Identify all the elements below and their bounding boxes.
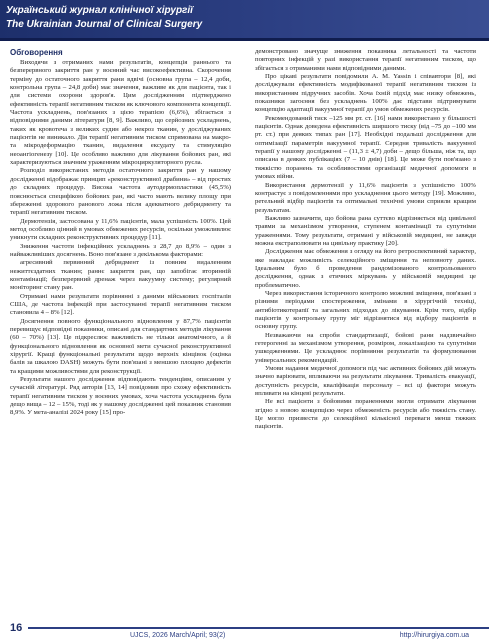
left-column xyxy=(10,48,231,608)
paragraph: Рекомендований тиск –125 мм рт. ст. [16] нами використано у більшості пацієнтів. Однак доведена ефективність ширшого тиску (від –75 до –100 мм рт. ст.) при деяких типах ран [17]. Необхідні подальші дослідження для оптимізації параметрів вакуумної терапії. Середня тривалість вакуумної терапії у нашому дослідженні – (11,3 ± 4,7) доби – дещо більша, ніж та, що описана в деяких публікаціях (7 – 10 днів) [18]. Це може бути пов'язано з тяжкістю поранень та особливостями організації медичної допомоги в умовах війни. xyxy=(255,114,476,181)
paragraph: Умови надання медичної допомоги під час активних бойових дій можуть значно варіювати, впливаючи на результати лікування. Тривалість евакуації, доступність ресурсів, кваліфікація персоналу – всі ці фактори можуть впливати на кінцеві результати. xyxy=(255,365,476,398)
paragraph: Дермотензія, застосована у 11,6% пацієнтів, мала успішність 100%. Цей метод особливо цінний в умовах обмежених ресурсів, оскільки уможливлює уникнути складних реконструктивних процедур [11]. xyxy=(10,217,231,242)
section-heading: Обговорення xyxy=(10,48,63,57)
paragraph: Виходячи з отриманих нами результатів, концепція раннього та безперервного закриття ран у воєнний час високоефективна. Скорочення терміну до остаточного закриття рани вдвічі (основна група – 12,4 доби, контрольна група – 24,8 доби) має значення, важливе як для пацієнта, так і для системи охорони здоров'я. Цим дослідженням підтверджено ефективність терапії негативним тиском як ключового компонента концепції. Частота ускладнень, пов'язаних з цією терапією (6,6%), збігається з відповідними даними літератури [8, 9]. Важливо, що серйозних ускладнень, таких як кровотеча з великих судин або некроз тканин, у досліджуваних пацієнтів не виникало. Дія терапії негативним тиском спрямована на макро- та мікродеформацію тканин, видалення ексудату та стимуляцію неоангіогенезу [10]. Це особливо важливо для лікування бойових ран, які характеризуються значним ураженням мікроциркуляторного русла. xyxy=(10,59,231,167)
journal-url[interactable]: http://hirurgiya.com.ua xyxy=(399,632,469,639)
paragraph: Про цікаві результати повідомили A. M. Yassin і співавтори [8], які досліджували ефективність модифікованої терапії негативним тиском із використанням підручних засобів. Хоча їхній підхід має низку обмежень, показники загоєння без ускладнень 100% дає підстави підтримувати концепцію адаптації вакуумної терапії до умов обмежених ресурсів. xyxy=(255,73,476,114)
journal-header xyxy=(0,0,489,41)
page-number: 16 xyxy=(10,622,23,634)
paragraph: агресивний первинний дебридмент із повним видаленням нежиттєздатних тканин; раннє закриття ран, що запобігає вторинній контамінації; безперервний дренаж через вакуумну систему; регулярний моніторинг стану ран. xyxy=(10,259,231,292)
paragraph: Незважаючи на спроби стандартизації, бойові рани надзвичайно гетерогенні за механізмом утворення, розміром, локалізацією та супутніми ушкодженнями. Це ускладнює порівняння результатів та формулювання універсальних рекомендацій. xyxy=(255,331,476,364)
paragraph: демонстровано значуще зниження показника летальності та частоти повторних інфекцій у разі використання терапії негативним тиском, що збігається з отриманими нами відповідними даними. xyxy=(255,48,476,72)
header-rule xyxy=(0,38,489,41)
journal-issue: UJCS, 2026 March/April; 93(2) xyxy=(130,632,226,639)
footer-rule xyxy=(28,627,489,629)
paragraph: Результати нашого дослідження відповідають тенденціям, описаним у сучасній літературі. Ряд авторів [13, 14] повідомив про схожу ефективність терапії негативним тиском у воєнних умовах, хоча частота ускладнень була дещо вища – 12 – 15%, тоді як у нашому дослідженні цей показник становив 8,9%. У мета-аналізі 2024 року [15] про- xyxy=(10,376,231,417)
paragraph: Зниження частоти інфекційних ускладнень з 28,7 до 8,9% – один з найважливіших досягнень. Воно пов'язане з декількома факторами: xyxy=(10,242,231,258)
paragraph: Через використання історичного контролю можливі зміщення, пов'язані з різними періодами спостереження, змінами в хірургічній техніці, антибіотикотерапії та загальних підходах до лікування. Крім того, відбір пацієнтів у контрольну групу міг відрізнятися від відбору пацієнтів в основну групу. xyxy=(255,289,476,331)
paragraph: Досягнення повного функціонального відновлення у 87,7% пацієнтів перевищує відповідні показники, описані для стандартних методів лікування (60 – 70%) [13]. Це підкреслює важливість не тільки анатомічного, а й функціонального відновлення як основної мети сучасної реконструктивної хірургії. Кращі функціональні результати щодо верхніх кінцівок (оцінка балів за шкалою DASH) можуть бути пов'язані з меншою площею дефектів та кращими можливостями для реконструкції. xyxy=(10,317,231,375)
paragraph: Не всі пацієнти з бойовими пораненнями могли отримати лікування згідно з новою концепцією через обмеженість ресурсів або тяжкість стану. Це могло призвести до селекційної кількісної переваги менш тяжких пацієнтів. xyxy=(255,398,476,431)
paragraph: Розподіл використаних методів остаточного закриття ран у нашому дослідженні відображає принцип «реконструктивної драбини» – від простих до складних процедур. Висока частота аутодермопластики (45,5%) пояснюється специфікою бойових ран, які часто мають велику площу при збереженні здорового ранового ложа після адекватного дебридменту та терапії негативним тиском. xyxy=(10,167,231,217)
page-footer xyxy=(0,606,489,640)
journal-title-ua: Український журнал клінічної хірургії xyxy=(6,5,193,16)
journal-title-en: The Ukrainian Journal of Clinical Surgery xyxy=(6,19,203,30)
right-column xyxy=(255,48,476,608)
paragraph: Дослідження має обмеження з огляду на його ретроспективний характер, яке накладає можливість селекційного зміщення та неповноту даних. Ідеальним було б проведення рандомізованого контрольованого дослідження, однак з етичних міркувань у військовій медицині це проблематично. xyxy=(255,248,476,289)
paragraph: Важливо зазначити, що бойова рана суттєво відрізняється від цивільної травми за механізмом утворення, ступенем контамінації та супутніми ураженнями. Тому результати, отримані у військовій медицині, не завжди можна екстраполювати на цивільну практику [20]. xyxy=(255,214,476,247)
paragraph: Отримані нами результати порівнянні з даними військових госпіталів США, де частота інфекцій при застосуванні терапії негативним тиском становила 4 – 8% [12]. xyxy=(10,292,231,317)
paragraph: Використання дермотензії у 11,6% пацієнтів з успішністю 100% контрастує з повідомленнями про ускладнення цього методу [19]. Можливо, ретельний відбір пацієнтів та оптимальні технічні умови сприяли кращим результатам. xyxy=(255,181,476,214)
